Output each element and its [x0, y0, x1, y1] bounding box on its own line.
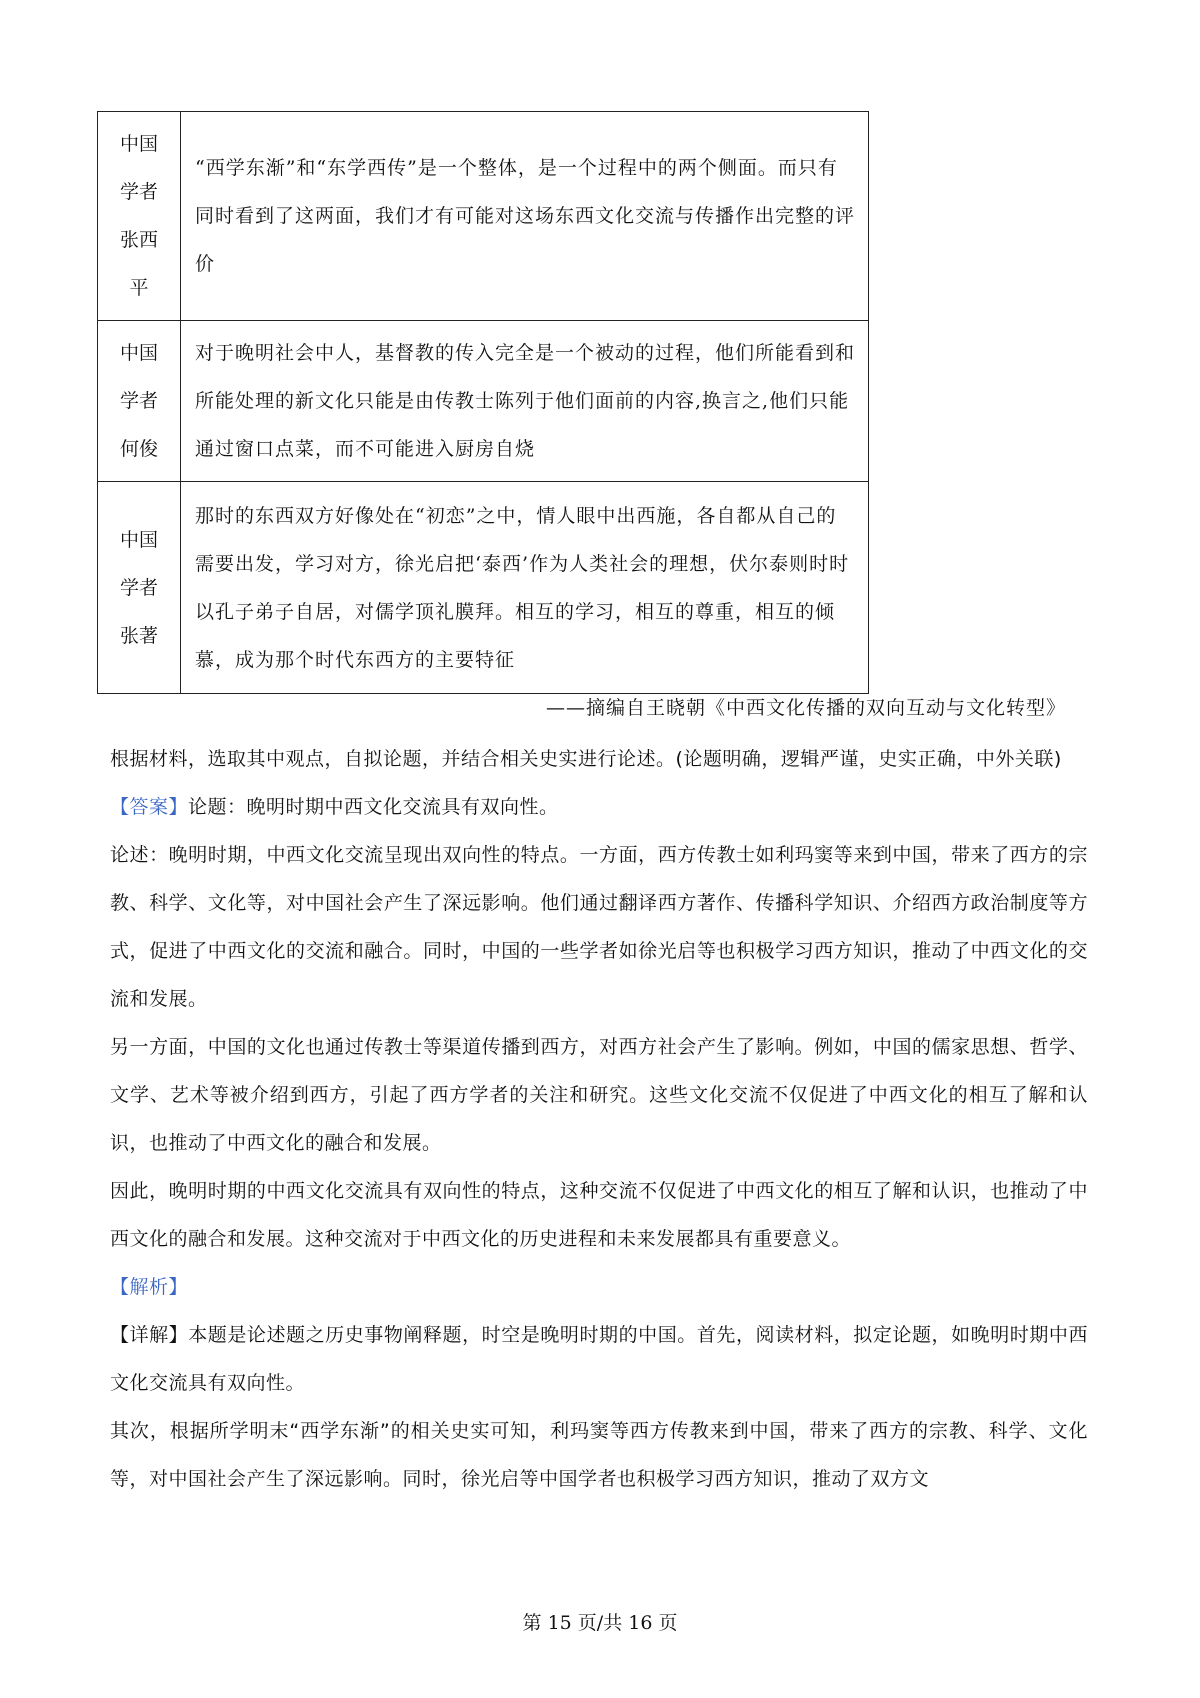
answer-paragraph: 因此，晚明时期的中西文化交流具有双向性的特点，这种交流不仅促进了中西文化的相互了解和认识，也推动了中西文化的融合和发展。这种交流对于中西文化的历史进程和未来发展都具有重要意义。	[110, 1180, 1088, 1250]
table-row	[98, 321, 869, 482]
scholar-cell: 中国 学者 张西 平	[98, 112, 181, 321]
analysis-heading	[110, 1263, 1088, 1311]
detail-next-paragraph: 其次，根据所学明末“西学东渐”的相关史实可知，利玛窦等西方传教来到中国，带来了西方的宗教、科学、文化等，对中国社会产生了深远影响。同时，徐光启等中国学者也积极学习西方知识，推动了双方文	[110, 1420, 1088, 1490]
table-row	[98, 112, 869, 321]
quote-cell: “西学东渐”和“东学西传”是一个整体，是一个过程中的两个侧面。而只有同时看到了这两面，我们才有可能对这场东西文化交流与传播作出完整的评价	[181, 112, 869, 321]
answer-tag: 【答案】	[110, 796, 189, 818]
analysis-tag: 【解析】	[110, 1276, 189, 1298]
quotes-table-wrap	[97, 111, 869, 694]
body-text	[110, 735, 1088, 1503]
table-row	[98, 482, 869, 694]
quote-cell: 对于晚明社会中人，基督教的传入完全是一个被动的过程，他们所能看到和所能处理的新文化只能是由传教士陈列于他们面前的内容,换言之,他们只能通过窗口点菜，而不可能进入厨房自烧	[181, 321, 869, 482]
quotes-table	[97, 111, 869, 694]
answer-thesis: 【答案】论题：晚明时期中西文化交流具有双向性。	[110, 796, 559, 818]
detail-paragraph: 【详解】本题是论述题之历史事物阐释题，时空是晚明时期的中国。首先，阅读材料，拟定论题，如晚明时期中西文化交流具有双向性。	[110, 1324, 1088, 1394]
detail-tag: 【详解】	[110, 1324, 189, 1346]
answer-paragraph: 另一方面，中国的文化也通过传教士等渠道传播到西方，对西方社会产生了影响。例如，中国的儒家思想、哲学、文学、艺术等被介绍到西方，引起了西方学者的关注和研究。这些文化交流不仅促进了中西文化的相互了解和认识，也推动了中西文化的融合和发展。	[110, 1036, 1088, 1154]
quote-cell: 那时的东西双方好像处在“初恋”之中，情人眼中出西施，各自都从自己的需要出发，学习对方，徐光启把‘泰西’作为人类社会的理想，伏尔泰则时时以孔子弟子自居，对儒学顶礼膜拜。相互的学习，相互的尊重，相互的倾慕，成为那个时代东西方的主要特征	[181, 482, 869, 694]
source-citation: ——摘编自王晓朝《中西文化传播的双向互动与文化转型》	[545, 697, 1066, 719]
scholar-cell: 中国 学者 张著	[98, 482, 181, 694]
page-footer: 第 15 页/共 16 页	[522, 1612, 678, 1634]
question-text: 根据材料，选取其中观点，自拟论题，并结合相关史实进行论述。(论题明确，逻辑严谨，史实正确，中外关联)	[110, 748, 1062, 770]
answer-paragraph: 论述：晚明时期，中西文化交流呈现出双向性的特点。一方面，西方传教士如利玛窦等来到中国，带来了西方的宗教、科学、文化等，对中国社会产生了深远影响。他们通过翻译西方著作、传播科学知识、介绍西方政治制度等方式，促进了中西文化的交流和融合。同时，中国的一些学者如徐光启等也积极学习西方知识，推动了中西文化的交流和发展。	[110, 844, 1088, 1010]
scholar-cell: 中国 学者 何俊	[98, 321, 181, 482]
